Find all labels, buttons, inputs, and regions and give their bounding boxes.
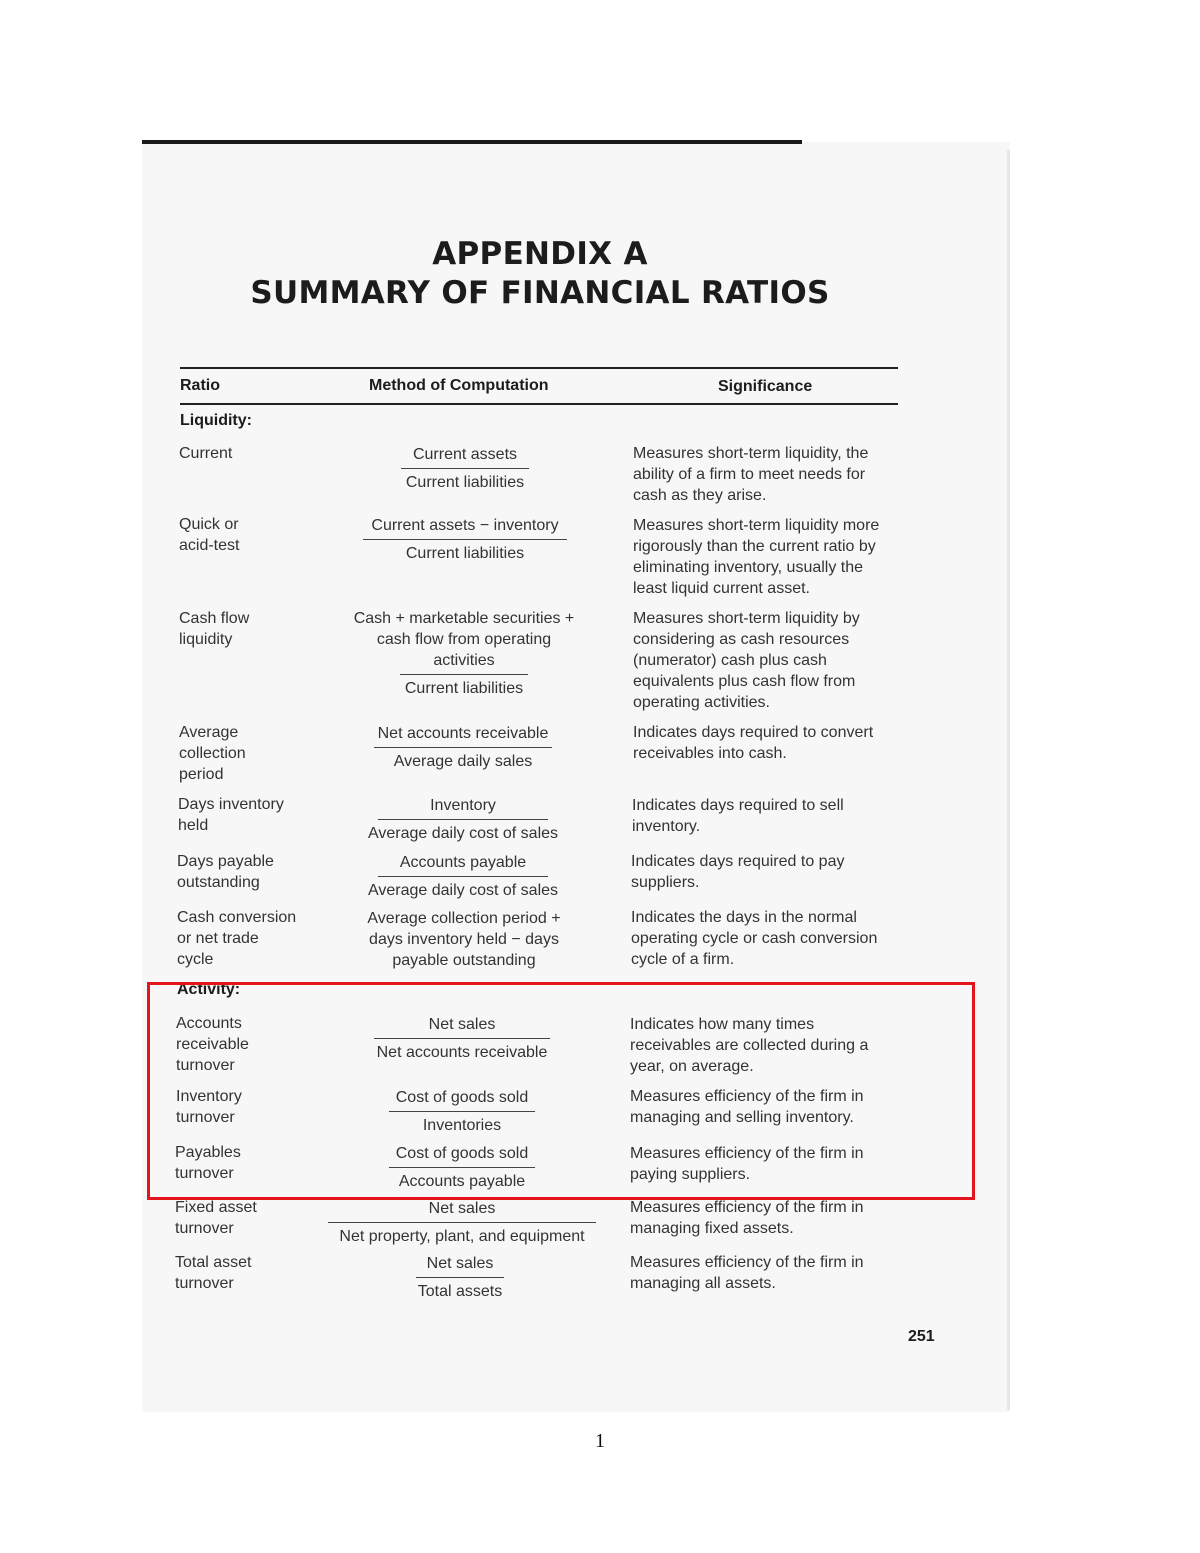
- fraction-bar: [374, 747, 552, 748]
- ratio-significance: Measures short-term liquidity by considering as cash resources (numerator) cash plus cash equivalents plus cash flow from operating activities.: [633, 610, 860, 711]
- appendix-title: APPENDIX A: [432, 236, 648, 272]
- formula-numerator: Cost of goods sold: [395, 1089, 529, 1106]
- method-formula: Average collection period + days inventory held − days payable outstanding: [367, 910, 561, 969]
- ratio-significance: Indicates how many times receivables are collected during a year, on average.: [630, 1016, 869, 1075]
- ratio-significance: Measures efficiency of the firm in managing fixed assets.: [630, 1199, 864, 1237]
- method-fraction: [360, 795, 566, 844]
- method-fraction: [324, 1198, 600, 1247]
- fraction-bar: [416, 1277, 504, 1278]
- ratio-significance: Measures efficiency of the firm in paying suppliers.: [630, 1145, 864, 1183]
- ratio-significance: Measures efficiency of the firm in managing all assets.: [630, 1254, 864, 1292]
- method-fraction: [360, 852, 566, 901]
- ratio-significance: Indicates the days in the normal operating cycle or cash conversion cycle of a firm.: [631, 909, 878, 968]
- method-fraction: [358, 515, 572, 564]
- ratio-significance: Measures efficiency of the firm in managing and selling inventory.: [630, 1088, 864, 1126]
- formula-denominator: Net property, plant, and equipment: [339, 1228, 585, 1245]
- ratio-name: Current: [179, 445, 233, 462]
- ratio-name: Inventory turnover: [176, 1088, 242, 1126]
- formula-numerator: Net sales: [426, 1255, 494, 1272]
- formula-denominator: Inventories: [422, 1117, 502, 1134]
- ratio-significance: Measures short-term liquidity more rigorously than the current ratio by eliminating inventory, usually the least liquid current asset.: [633, 517, 880, 597]
- formula-denominator: Current liabilities: [405, 545, 525, 562]
- section-liquidity: Liquidity:: [180, 412, 252, 429]
- formula-denominator: Net accounts receivable: [376, 1044, 548, 1061]
- header-significance: Significance: [718, 378, 813, 395]
- ratio-significance: Indicates days required to convert receivables into cash.: [633, 724, 874, 762]
- formula-denominator: Average daily sales: [393, 753, 533, 770]
- page-top-border: [142, 140, 802, 144]
- ratio-name: Average collection period: [179, 724, 246, 783]
- ratio-significance: Indicates days required to pay suppliers.: [631, 853, 845, 891]
- formula-numerator: Net accounts receivable: [377, 725, 549, 742]
- formula-numerator: Net sales: [428, 1200, 496, 1217]
- header-method: Method of Computation: [369, 377, 549, 394]
- ratio-name: Quick or acid-test: [179, 516, 240, 554]
- pdf-page-number: 1: [595, 1430, 605, 1452]
- ratio-name: Cash flow liquidity: [179, 610, 250, 648]
- formula-denominator: Current liabilities: [404, 680, 524, 697]
- formula-denominator: Current liabilities: [405, 474, 525, 491]
- section-activity: Activity:: [177, 981, 241, 998]
- page-right-edge: [1007, 150, 1010, 1410]
- formula-numerator: Current assets: [412, 446, 518, 463]
- fraction-bar: [378, 819, 548, 820]
- formula-numerator: Cash + marketable securities + cash flow from operating activities: [353, 610, 575, 669]
- formula-denominator: Average daily cost of sales: [367, 825, 559, 842]
- table-top-rule: [180, 367, 898, 369]
- ratio-significance: Measures short-term liquidity, the ability of a firm to meet needs for cash as they arise.: [633, 445, 869, 504]
- fraction-bar: [400, 674, 528, 675]
- formula-denominator: Accounts payable: [398, 1173, 526, 1190]
- method-fraction: [348, 608, 580, 699]
- formula-numerator: Current assets − inventory: [371, 517, 559, 534]
- formula-numerator: Inventory: [430, 797, 496, 814]
- ratio-name: Days inventory held: [178, 796, 284, 834]
- header-ratio: Ratio: [180, 377, 220, 394]
- formula-denominator: Total assets: [417, 1283, 503, 1300]
- highlight-box: [147, 982, 975, 1200]
- method-fraction: [398, 444, 532, 493]
- ratio-name: Cash conversion or net trade cycle: [177, 909, 297, 968]
- page-subtitle: SUMMARY OF FINANCIAL RATIOS: [250, 275, 830, 311]
- book-page-number: 251: [908, 1328, 935, 1345]
- ratio-name: Days payable outstanding: [177, 853, 274, 891]
- fraction-bar: [328, 1222, 596, 1223]
- method-fraction: [368, 723, 558, 772]
- ratio-name: Fixed asset turnover: [175, 1199, 257, 1237]
- header-bottom-rule: [180, 403, 898, 405]
- formula-numerator: Cost of goods sold: [395, 1145, 529, 1162]
- fraction-bar: [363, 539, 567, 540]
- method-fraction: [410, 1253, 510, 1302]
- ratio-significance: Indicates days required to sell inventory.: [632, 797, 844, 835]
- ratio-name: Total asset turnover: [175, 1254, 252, 1292]
- ratio-name: Payables turnover: [175, 1144, 241, 1182]
- formula-numerator: Accounts payable: [399, 854, 527, 871]
- formula-denominator: Average daily cost of sales: [367, 882, 559, 899]
- formula-numerator: Net sales: [428, 1016, 496, 1033]
- fraction-bar: [378, 876, 548, 877]
- ratio-name: Accounts receivable turnover: [176, 1015, 249, 1074]
- fraction-bar: [401, 468, 529, 469]
